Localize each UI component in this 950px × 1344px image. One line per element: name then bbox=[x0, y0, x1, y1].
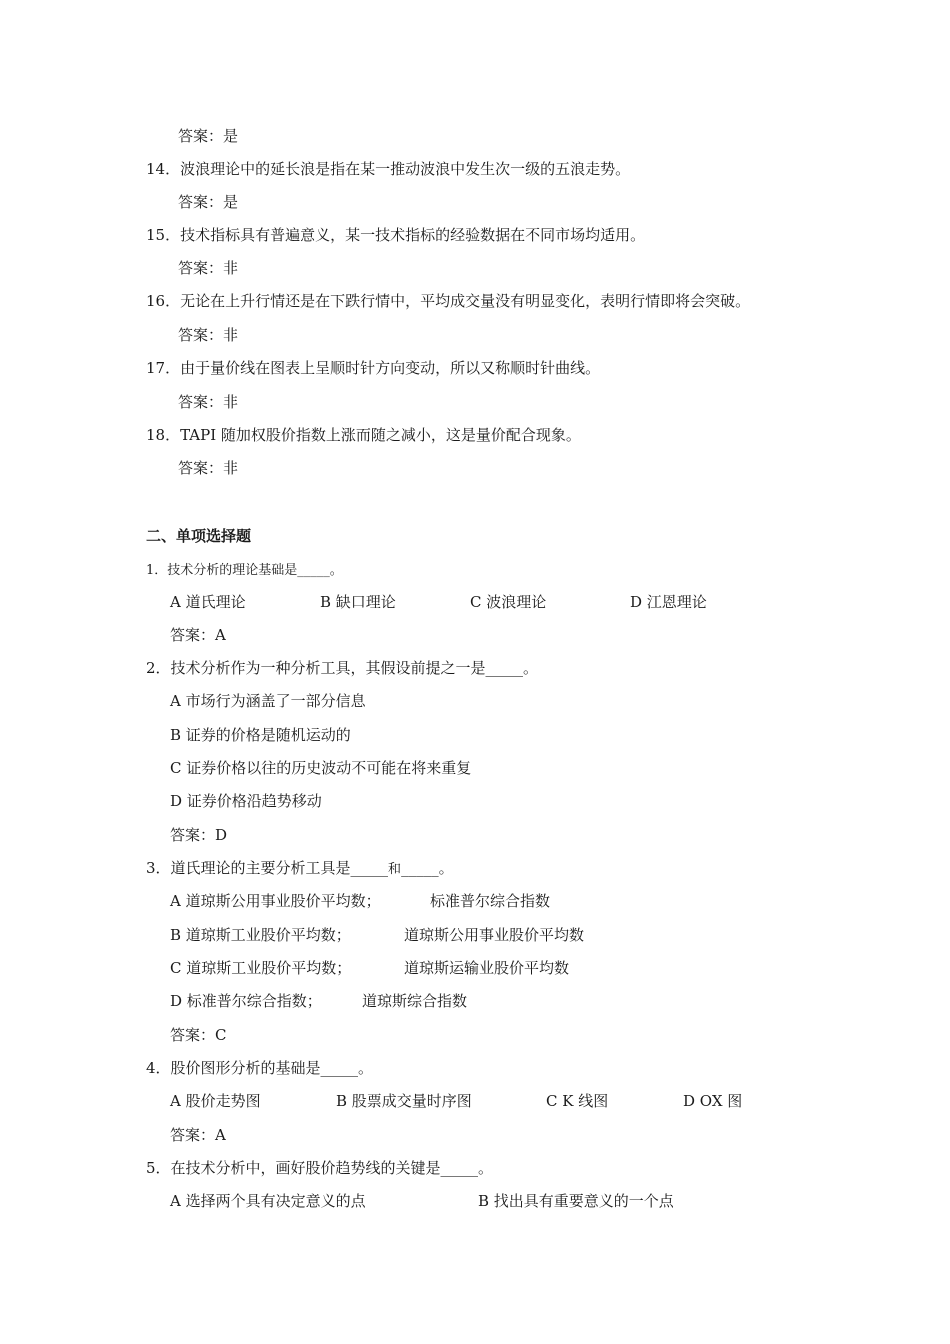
option-d-first: D 标准普尔综合指数； bbox=[170, 992, 322, 1010]
option-a: A 股价走势图 bbox=[170, 1092, 261, 1110]
question-3-option-c bbox=[0, 958, 950, 978]
answer-14: 答案：是 bbox=[178, 193, 239, 211]
option-b-first: B 道琼斯工业股价平均数； bbox=[170, 926, 351, 944]
option-a: A 选择两个具有决定意义的点 bbox=[170, 1192, 366, 1210]
option-b-second: 道琼斯公用事业股价平均数 bbox=[404, 926, 585, 944]
choice-question-4: 4．股价图形分析的基础是_____。 bbox=[146, 1059, 374, 1077]
question-14: 14．波浪理论中的延长浪是指在某一推动波浪中发生次一级的五浪走势。 bbox=[146, 160, 631, 178]
option-b: B 股票成交量时序图 bbox=[336, 1092, 472, 1110]
question-3-part-2: _____。 bbox=[401, 859, 454, 877]
answer-17: 答案：非 bbox=[178, 393, 239, 411]
option-b: B 缺口理论 bbox=[320, 593, 396, 611]
question-16: 16．无论在上升行情还是在下跌行情中，平均成交量没有明显变化，表明行情即将会突破。 bbox=[146, 292, 751, 310]
option-c: C K 线图 bbox=[546, 1092, 609, 1110]
section-heading: 二、单项选择题 bbox=[146, 527, 252, 545]
option-d: D 江恩理论 bbox=[630, 593, 707, 611]
option-c-first: C 道琼斯工业股价平均数； bbox=[170, 959, 352, 977]
question-17: 17．由于量价线在图表上呈顺时针方向变动，所以又称顺时针曲线。 bbox=[146, 359, 601, 377]
option-a-first: A 道琼斯公用事业股价平均数； bbox=[170, 892, 381, 910]
answer-choice-1: 答案：A bbox=[170, 626, 226, 644]
question-18: 18．TAPI 随加权股价指数上涨而随之减小，这是量价配合现象。 bbox=[146, 426, 581, 444]
question-3-and: 和 bbox=[388, 862, 402, 877]
answer-18: 答案：非 bbox=[178, 459, 239, 477]
option-a: A 市场行为涵盖了一部分信息 bbox=[170, 692, 366, 710]
choice-question-2: 2．技术分析作为一种分析工具，其假设前提之一是_____。 bbox=[146, 659, 539, 677]
option-d: D 证券价格沿趋势移动 bbox=[170, 792, 322, 810]
answer-choice-2: 答案：D bbox=[170, 826, 228, 844]
option-d-second: 道琼斯综合指数 bbox=[362, 992, 468, 1010]
question-4-options bbox=[0, 1091, 950, 1111]
option-b: B 证券的价格是随机运动的 bbox=[170, 726, 351, 744]
option-a-second: 标准普尔综合指数 bbox=[430, 892, 551, 910]
option-c: C 证券价格以往的历史波动不可能在将来重复 bbox=[170, 759, 472, 777]
choice-question-3 bbox=[146, 858, 454, 880]
question-5-options bbox=[0, 1191, 950, 1211]
option-b: B 找出具有重要意义的一个点 bbox=[478, 1192, 674, 1210]
answer-choice-3: 答案：C bbox=[170, 1026, 227, 1044]
question-1-options bbox=[0, 592, 950, 612]
question-3-part-1: 3．道氏理论的主要分析工具是_____ bbox=[146, 859, 389, 877]
question-3-option-b bbox=[0, 925, 950, 945]
question-3-option-d bbox=[0, 991, 950, 1011]
choice-question-5: 5．在技术分析中，画好股价趋势线的关键是_____。 bbox=[146, 1159, 494, 1177]
question-3-option-a bbox=[0, 891, 950, 911]
option-d: D OX 图 bbox=[683, 1092, 743, 1110]
answer-16: 答案：非 bbox=[178, 326, 239, 344]
answer-15: 答案：非 bbox=[178, 259, 239, 277]
question-15: 15．技术指标具有普遍意义，某一技术指标的经验数据在不同市场均适用。 bbox=[146, 226, 646, 244]
answer-13: 答案：是 bbox=[178, 127, 239, 145]
answer-choice-4: 答案：A bbox=[170, 1126, 226, 1144]
choice-question-1: 1．技术分析的理论基础是_____。 bbox=[146, 563, 343, 578]
option-a: A 道氏理论 bbox=[170, 593, 246, 611]
option-c-second: 道琼斯运输业股价平均数 bbox=[404, 959, 570, 977]
option-c: C 波浪理论 bbox=[470, 593, 547, 611]
